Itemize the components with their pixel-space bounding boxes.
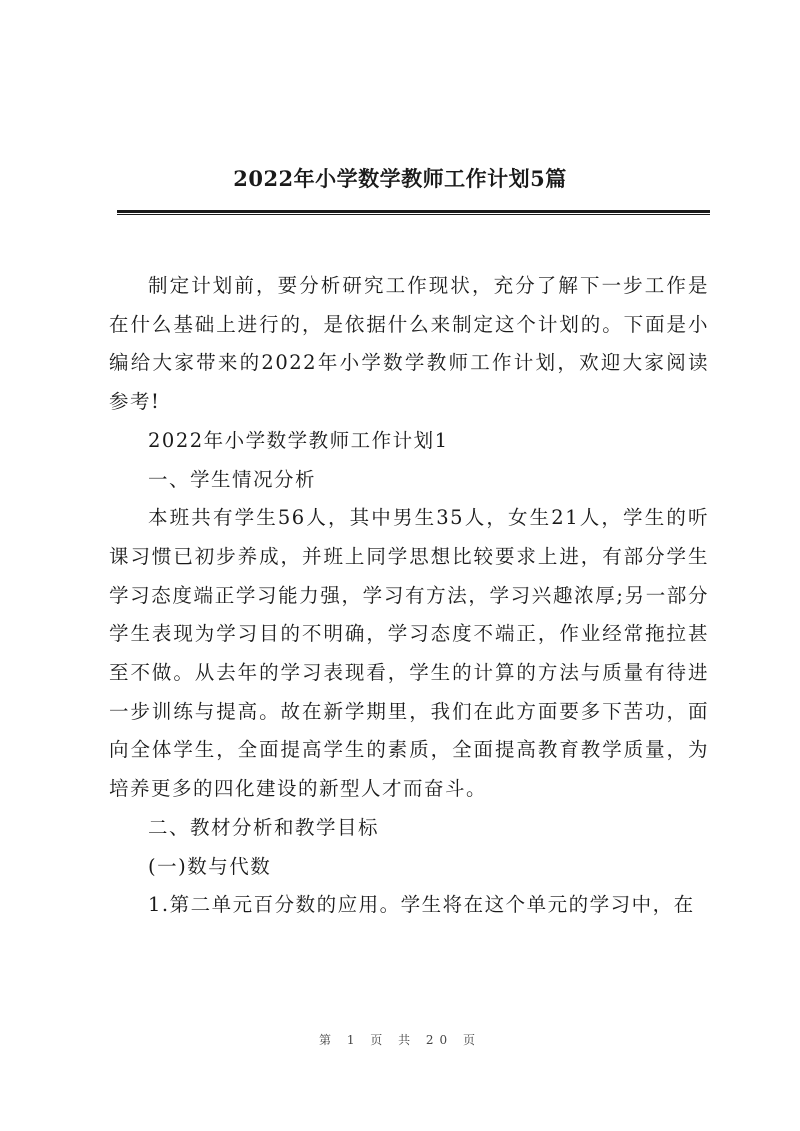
title-underline [117, 210, 710, 215]
unit-paragraph: 1.第二单元百分数的应用。学生将在这个单元的学习中，在 [148, 893, 695, 917]
document-body [109, 267, 709, 925]
section-heading-student-analysis: 一、学生情况分析 [148, 467, 317, 491]
intro-paragraph: 制定计划前，要分析研究工作现状，充分了解下一步工作是在什么基础上进行的，是依据什么来制定这个计划的。下面是小编给大家带来的2022年小学数学教师工作计划，欢迎大家阅读参考! [109, 274, 709, 414]
student-analysis-paragraph: 本班共有学生56人，其中男生35人，女生21人，学生的听课习惯已初步养成，并班上同学思想比较要求上进，有部分学生学习态度端正学习能力强，学习有方法，学习兴趣浓厚;另一部分学生表现为学习目的不明确，学习态度不端正，作业经常拖拉甚至不做。从去年的学习表现看，学生的计算的方法与质量有待进一步训练与提高。故在新学期里，我们在此方面要多下苦功，面向全体学生，全面提高学生的素质，全面提高教育教学质量，为培养更多的四化建设的新型人才而奋斗。 [109, 506, 709, 801]
subsection-heading-numbers-algebra: (一)数与代数 [148, 854, 272, 878]
document-title: 2022年小学数学教师工作计划5篇 [233, 166, 567, 191]
section-heading-textbook-analysis: 二、教材分析和教学目标 [148, 815, 380, 839]
plan-heading: 2022年小学数学教师工作计划1 [148, 428, 449, 452]
page-footer: 第 1 页 共 20 页 [319, 1033, 481, 1047]
